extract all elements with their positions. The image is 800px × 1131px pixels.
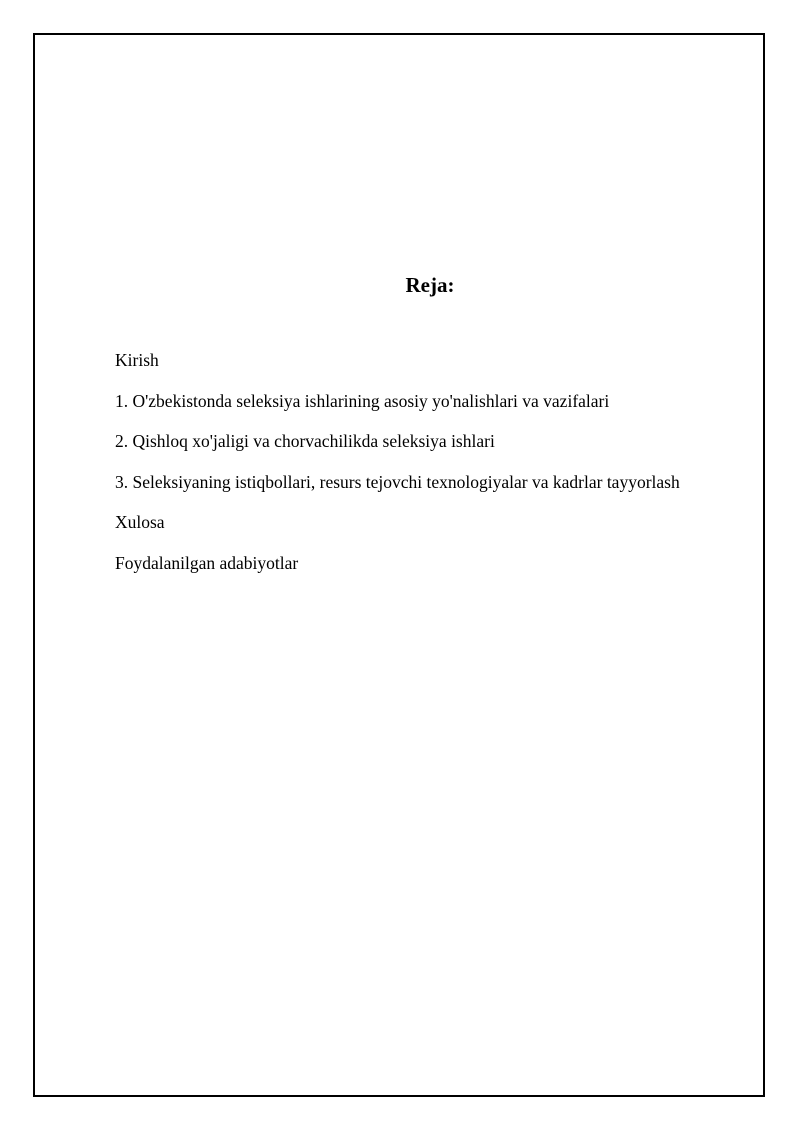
plan-item-references: Foydalanilgan adabiyotlar <box>115 552 299 573</box>
plan-item-3: 3. Seleksiyaning istiqbollari, resurs tejovchi texnologiyalar va kadrlar tayyorlash <box>115 471 680 492</box>
plan-item-conclusion: Xulosa <box>115 512 165 532</box>
plan-item-2: 2. Qishloq xo'jaligi va chorvachilikda seleksiya ishlari <box>115 431 495 451</box>
plan-item-introduction: Kirish <box>115 350 159 370</box>
plan-item-1: 1. O'zbekistonda seleksiya ishlarining asosiy yo'nalishlari va vazifalari <box>115 390 610 411</box>
page-title: Reja: <box>405 273 455 297</box>
plan-list <box>115 350 680 593</box>
